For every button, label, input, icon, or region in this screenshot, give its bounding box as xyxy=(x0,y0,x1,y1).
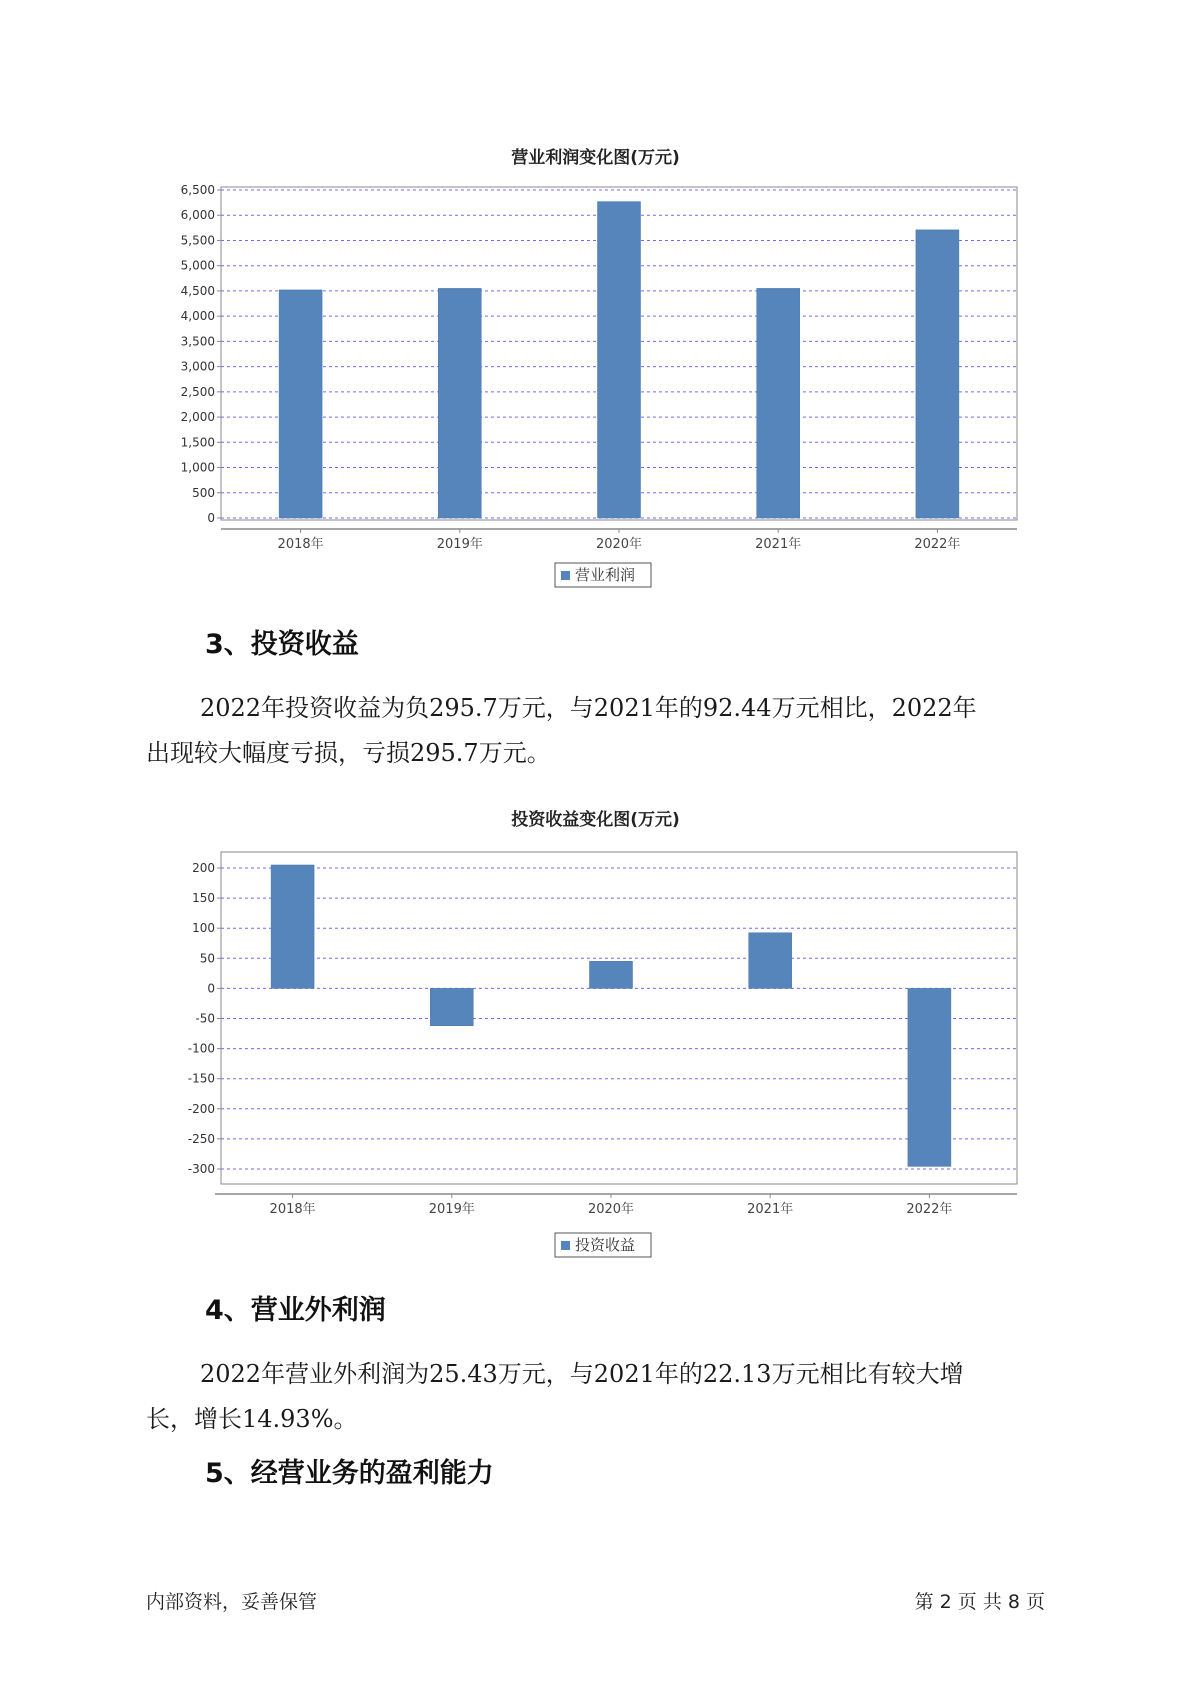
y-tick-label: 6,500 xyxy=(180,183,215,197)
y-tick-label: 2,500 xyxy=(180,384,215,399)
x-tick-label: 2019年 xyxy=(428,1202,475,1217)
legend xyxy=(555,1233,651,1257)
legend-swatch xyxy=(561,1241,570,1250)
chart-title-investment-income: 投资收益变化图(万元) xyxy=(511,810,680,830)
bar-2020年 xyxy=(590,961,633,988)
footer-confidential-note: 内部资料，妥善保管 xyxy=(146,1591,318,1613)
chart-title-operating-profit: 营业利润变化图(万元) xyxy=(511,148,680,168)
paragraph-investment-income xyxy=(146,686,1046,776)
y-tick-label: -50 xyxy=(195,1011,215,1026)
x-tick-label: 2018年 xyxy=(277,537,324,552)
x-tick-label: 2019年 xyxy=(436,537,483,552)
legend xyxy=(555,563,651,587)
y-tick-label: 50 xyxy=(199,951,215,966)
y-tick-label: 2,000 xyxy=(180,410,215,425)
y-tick-label: 500 xyxy=(192,485,215,500)
y-tick-label: -150 xyxy=(187,1071,215,1086)
y-tick-label: 200 xyxy=(192,861,215,875)
paragraph-line: 2022年投资收益为负295.7万元，与2021年的92.44万元相比，2022年 xyxy=(200,694,977,722)
y-tick-label: 6,000 xyxy=(180,208,215,223)
paragraph-line: 2022年营业外利润为25.43万元，与2021年的22.13万元相比有较大增 xyxy=(200,1360,964,1388)
y-tick-label: -100 xyxy=(187,1041,215,1056)
y-tick-label: 3,500 xyxy=(180,334,215,349)
paragraph-line: 长，增长14.93%。 xyxy=(146,1405,358,1433)
bar-2019年 xyxy=(430,988,473,1025)
legend-swatch xyxy=(561,571,570,580)
bar-2022年 xyxy=(916,230,959,518)
y-tick-label: -250 xyxy=(187,1131,215,1146)
section-heading-profitability: 5、经营业务的盈利能力 xyxy=(205,1458,494,1489)
x-tick-label: 2018年 xyxy=(269,1202,316,1217)
y-tick-label: 1,000 xyxy=(180,460,215,475)
paragraph-non-operating-profit xyxy=(146,1352,1046,1442)
section-heading-non-operating-profit: 4、营业外利润 xyxy=(205,1295,386,1326)
bar-2022年 xyxy=(908,988,951,1166)
bar-2020年 xyxy=(598,202,641,518)
x-tick-label: 2021年 xyxy=(755,537,802,552)
x-tick-label: 2020年 xyxy=(595,537,643,552)
footer-page-number: 第 2 页 共 8 页 xyxy=(914,1591,1045,1613)
bar-2019年 xyxy=(438,288,481,518)
legend-label: 营业利润 xyxy=(575,566,636,584)
y-tick-label: 0 xyxy=(207,511,215,525)
legend-label: 投资收益 xyxy=(575,1236,636,1254)
bar-2018年 xyxy=(279,290,322,518)
y-tick-label: 3,000 xyxy=(180,359,215,374)
operating-profit-chart xyxy=(0,160,1191,600)
x-tick-label: 2021年 xyxy=(747,1202,794,1217)
y-tick-label: 4,500 xyxy=(180,283,215,298)
bar-2021年 xyxy=(749,933,792,989)
bar-2021年 xyxy=(757,288,800,518)
x-tick-label: 2022年 xyxy=(906,1202,953,1217)
y-tick-label: 0 xyxy=(207,981,215,996)
y-tick-label: -200 xyxy=(187,1101,215,1116)
paragraph-line: 出现较大幅度亏损，亏损295.7万元。 xyxy=(146,739,551,767)
y-tick-label: 1,500 xyxy=(180,435,215,450)
y-tick-label: 5,000 xyxy=(180,258,215,273)
x-tick-label: 2020年 xyxy=(587,1202,635,1217)
section-heading-investment-income: 3、投资收益 xyxy=(205,629,359,660)
y-tick-label: 100 xyxy=(192,921,215,936)
y-tick-label: 5,500 xyxy=(180,233,215,248)
bar-2018年 xyxy=(271,865,314,988)
investment-income-chart xyxy=(0,830,1191,1260)
y-tick-label: -300 xyxy=(187,1162,215,1176)
x-tick-label: 2022年 xyxy=(914,537,961,552)
y-tick-label: 150 xyxy=(192,891,215,906)
y-tick-label: 4,000 xyxy=(180,309,215,324)
